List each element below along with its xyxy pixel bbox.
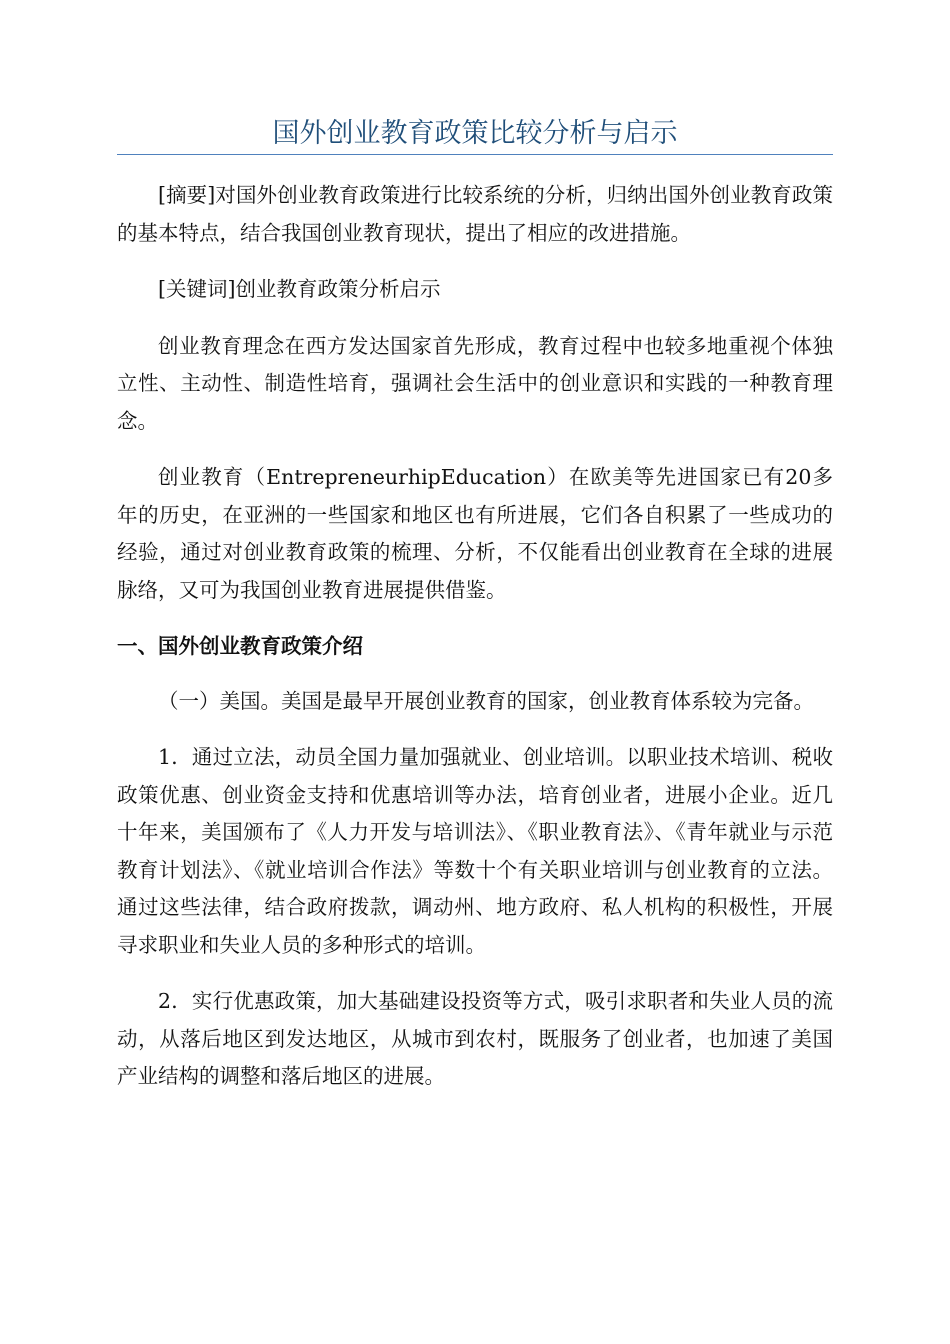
usa-point-1-paragraph: 1．通过立法，动员全国力量加强就业、创业培训。以职业技术培训、税收政策优惠、创业资金支持和优惠培训等办法，培育创业者，进展小企业。近几十年来，美国颁布了《人力开发与培训法》、《职业教育法》、《青年就业与示范教育计划法》、《就业培训合作法》等数十个有关职业培训与创业教育的立法。通过这些法律，结合政府拨款，调动州、地方政府、私人机构的积极性，开展寻求职业和失业人员的多种形式的培训。 [117, 745, 833, 957]
section-heading: 一、国外创业教育政策介绍 [117, 634, 363, 658]
intro-paragraph-1: 创业教育理念在西方发达国家首先形成，教育过程中也较多地重视个体独立性、主动性、制造性培育，强调社会生活中的创业意识和实践的一种教育理念。 [117, 333, 833, 433]
abstract-paragraph: [摘要]对国外创业教育政策进行比较系统的分析，归纳出国外创业教育政策的基本特点，结合我国创业教育现状，提出了相应的改进措施。 [117, 183, 833, 245]
usa-intro-paragraph: （一）美国。美国是最早开展创业教育的国家，创业教育体系较为完备。 [158, 688, 814, 713]
document-page [117, 0, 833, 1115]
intro-paragraph-2: 创业教育（EntrepreneurhipEducation）在欧美等先进国家已有20多年的历史，在亚洲的一些国家和地区也有所进展，它们各自积累了一些成功的经验，通过对创业教育政策的梳理、分析，不仅能看出创业教育在全球的进展脉络，又可为我国创业教育进展提供借鉴。 [117, 465, 833, 602]
keywords-paragraph: [关键词]创业教育政策分析启示 [158, 277, 441, 301]
usa-point-2-paragraph: 2．实行优惠政策，加大基础建设投资等方式，吸引求职者和失业人员的流动，从落后地区到发达地区，从城市到农村，既服务了创业者，也加速了美国产业结构的调整和落后地区的进展。 [117, 989, 833, 1088]
title-underline [117, 154, 833, 155]
document-title: 国外创业教育政策比较分析与启示 [272, 118, 678, 149]
